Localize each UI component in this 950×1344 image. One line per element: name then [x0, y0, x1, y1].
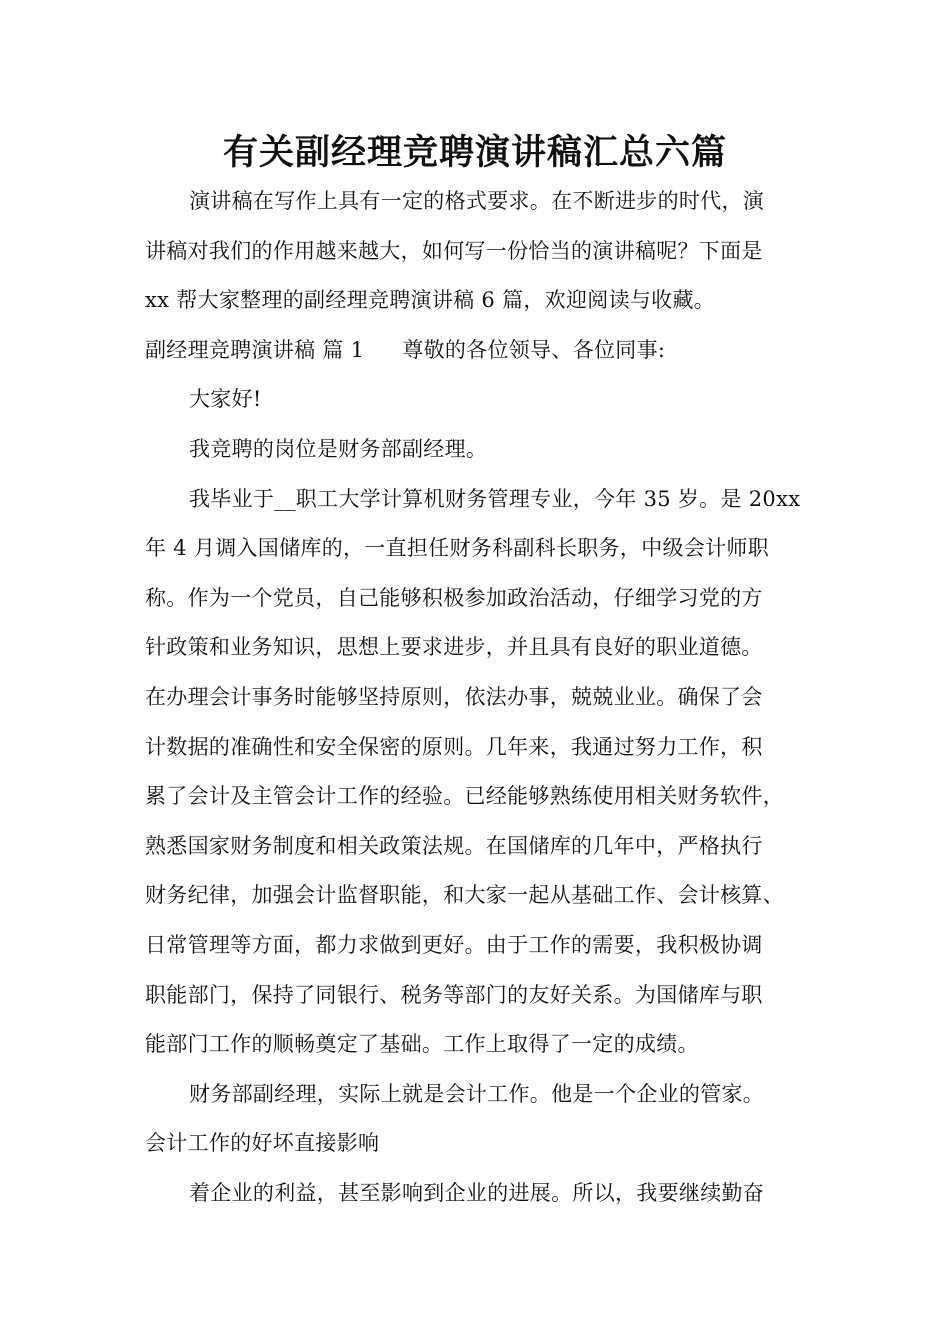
paragraph-line: 大家好!	[189, 387, 262, 412]
paragraph-line: xx 帮大家整理的副经理竞聘演讲稿 6 篇，欢迎阅读与收藏。	[145, 288, 716, 313]
paragraph-line: 着企业的利益，甚至影响到企业的进展。所以，我要继续勤奋	[189, 1180, 765, 1205]
salutation: 尊敬的各位领导、各位同事:	[402, 337, 666, 362]
paragraph-line: 财务部副经理，实际上就是会计工作。他是一个企业的管家。	[189, 1081, 765, 1106]
document-title: 有关副经理竞聘演讲稿汇总六篇	[222, 133, 727, 173]
paragraph-line: 日常管理等方面，都力求做到更好。由于工作的需要，我积极协调	[145, 932, 763, 957]
paragraph-line: 讲稿对我们的作用越来越大，如何写一份恰当的演讲稿呢？下面是	[145, 238, 763, 263]
paragraph-line: 计数据的准确性和安全保密的原则。几年来，我通过努力工作，积	[145, 734, 763, 759]
section-heading-line	[145, 326, 810, 376]
paragraph-line: 熟悉国家财务制度和相关政策法规。在国储库的几年中，严格执行	[145, 833, 763, 858]
section-heading: 副经理竞聘演讲稿 篇 1	[145, 337, 365, 362]
paragraph-line: 针政策和业务知识，思想上要求进步，并且具有良好的职业道德。	[145, 635, 763, 660]
paragraph-line: 能部门工作的顺畅奠定了基础。工作上取得了一定的成绩。	[145, 1032, 699, 1057]
paragraph-line: 我竞聘的岗位是财务部副经理。	[189, 436, 488, 461]
paragraph-line: 职能部门，保持了同银行、税务等部门的友好关系。为国储库与职	[145, 982, 763, 1007]
paragraph-line: 在办理会计事务时能够坚持原则，依法办事，兢兢业业。确保了会	[145, 684, 763, 709]
paragraph-line: 会计工作的好坏直接影响	[145, 1131, 380, 1156]
paragraph-line: 演讲稿在写作上具有一定的格式要求。在不断进步的时代，演	[189, 189, 765, 213]
paragraph-line: 财务纪律，加强会计监督职能，和大家一起从基础工作、会计核算、	[145, 883, 784, 908]
paragraph-line: 年 4 月调入国储库的，一直担任财务科副科长职务，中级会计师职	[145, 536, 770, 561]
paragraph-line: 称。作为一个党员，自己能够积极参加政治活动，仔细学习党的方	[145, 585, 763, 610]
paragraph-line: 累了会计及主管会计工作的经验。已经能够熟练使用相关财务软件，	[145, 784, 784, 809]
document-body	[145, 177, 810, 1218]
paragraph-line: 我毕业于__职工大学计算机财务管理专业，今年 35 岁。是 20xx	[189, 486, 801, 511]
